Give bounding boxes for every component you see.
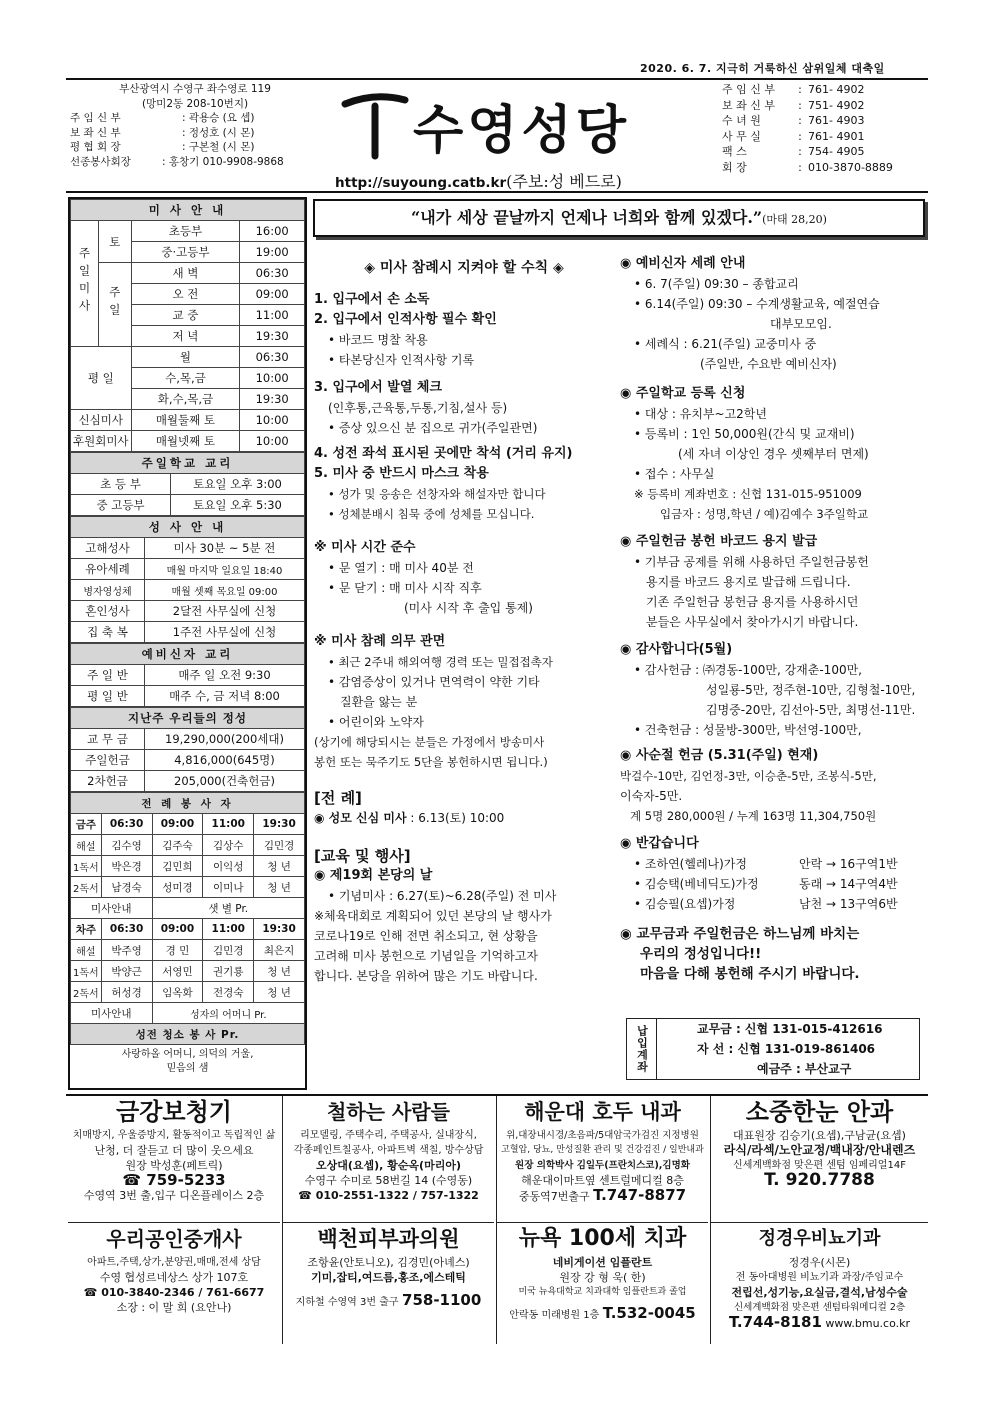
staff-row: 평 협 회 장 : 구본철 (시 몬) [70, 141, 255, 153]
parish-logo [335, 86, 705, 192]
phone-row: 팩 스 : 754- 4905 [722, 145, 865, 158]
mass-rules-column: ◈ 미사 참례시 지켜야 할 수칙 ◈ 1. 입구에서 손 소독 2. 입구에서 인적사항 필수 확인 • 바코드 명찰 착용 • 타본당신자 인적사항 기록 3. 입구에서 발열 체크 (인후통,근육통,두통,기침,설사 등) • 증상 있으신 분 집으로 귀가(주일관면) 4. 성전 좌석 표시된 곳에만 착석 (거리 유지) 5. 미사 중 반드시 마스크 착용 • 성가 및 응송은 선창자와 해설자만 합니다 • 성체분배시 침묵 중에 성체를 모십니다. ※ 미사 시간 준수 • 문 열기 : 매 미사 40분 전 • 문 닫기 : 매 미사 시작 직후 (미사 시작 후 출입 통제) ※ 미사 참례 의무 관면 • 최근 2주내 해외여행 경력 또는 밀접접촉자 • 감염증상이 있거나 면역력이 약한 기타 질환을 앓는 분 • 어린이와 노약자 (상기에 해당되시는 분들은 가정에서 방송미사 봉헌 또는 묵주기도 5단을 봉헌하시면 됩니다.) [전 례] ◉ 성모 신심 미사 : 6.13(토) 10:00 [교육 및 행사] ◉ 제19회 본당의 날 • 기념미사 : 6.27(토)~6.28(주일) 전 미사 ※체육대회로 계획되어 있던 본당의 날 행사가 코로나19로 인해 전면 취소되고, 현 상황을 고려해 미사 봉헌으로 기념일을 기억하고자 합니다. 본당을 위하여 많은 기도 바랍니다. [314, 258, 614, 986]
rules-title: ◈ 미사 참례시 지켜야 할 수칙 ◈ [364, 260, 564, 276]
address-line-1: 부산광역시 수영구 좌수영로 119 [119, 83, 271, 95]
sunday-school-table: 주일학교 교리 초 등 부 토요일 오후 3:00 중 고등부 토요일 오후 5:30 [70, 452, 305, 516]
date-line: 2020. 6. 7. 지극히 거룩하신 삼위일체 대축일 [640, 62, 885, 75]
ad-real-estate: 우리공인중개사 아파트,주택,상가,분양권,매매,전세 상담 수영 협성르네상스 상가 107호 ☎ 010-3840-2346 / 761-6677 소장 : 이 말 희 (요안나) [68, 1222, 280, 1344]
parish-address-block [70, 82, 320, 169]
address-line-2: (망미2동 208-10번지) [141, 97, 249, 110]
ad-internal-medicine: 해운대 호두 내과 위,대장내시경/초음파/5대암국가검진 지정병원 고혈압, 당뇨, 만성질환 관리 및 건강검진 / 일반내과 원장 의학박사 김일두(프란치스코),김명화 해운대이마트옆 센트럴메디컬 8층 중동역7번출구 T.747-8877 [496, 1096, 708, 1222]
phone-row: 보 좌 신 부 : 751- 4902 [722, 98, 865, 112]
ad-eye-clinic: 소중한눈 안과 대표원장 김승기(요셉),구남균(요셉) 라식/라섹/노안교정/백내장/안내렌즈 신세계백화점 맞은편 센텀 임페리얼14F T. 920.7788 [710, 1096, 928, 1222]
parish-website[interactable]: http://suyoung.catb.kr(주보:성 베드로) [335, 172, 622, 191]
scripture-quote: “내가 세상 끝날까지 언제나 너희와 함께 있겠다.”(마태 28,20) [313, 199, 925, 237]
patron-saint: (주보:성 베드로) [506, 172, 622, 191]
phone-row: 수 녀 원 : 761- 4903 [722, 114, 865, 127]
account-label: 납입계좌 [627, 1019, 657, 1079]
mass-title: 미 사 안 내 [71, 200, 305, 221]
staff-row: 보 좌 신 부 : 정성호 (시 몬) [70, 126, 255, 139]
phone-row: 주 임 신 부 : 761- 4902 [722, 83, 865, 96]
parish-logo-mark [335, 86, 705, 166]
welcome-row: • 김승필(요셉)가정 남천 → 13구역6반 [634, 897, 898, 911]
ad-urology: 정경우비뇨기과 정경우(시몬) 전 동아대병원 비뇨기과 과장/주임교수 전립선,성기능,요실금,결석,남성수술 신세계백화점 맞은편 센텀타워메디컬 2층 T.744-8181 www.bmu.co.kr [710, 1222, 928, 1344]
sunday-label: 주일 [99, 263, 131, 347]
welcome-row: • 조하연(헬레나)가정 안락 → 16구역1반 [634, 857, 898, 871]
header-bottom-rule [66, 191, 928, 193]
header-top-rule [66, 78, 928, 80]
liturgy-section-title: [전 례] [314, 789, 362, 807]
mass-schedule-table: 미 사 안 내 주일미사 토 초등부 16:00 중·고등부 19:00 주일 새 벽 06:30 오 전 09:00 교 중 11:00 저 녁 19:30 평 일 월 06:30 수,목,금 10:00 화,수,목,금 19:30 신심미사 매월둘째 토 10:00 후원회미사 매월넷째 토 10:00 [70, 199, 305, 452]
ad-dermatology: 백천피부과의원 조항윤(안토니오), 김경민(아녜스) 기미,잡티,여드름,홍조,에스테틱 지하철 수영역 3번 출구 758-1100 [282, 1222, 494, 1344]
weekday-mass-label: 평 일 [71, 347, 132, 410]
cleaning-note: 사랑하올 어머니, 의덕의 거울, 믿음의 샘 [121, 1049, 254, 1074]
catechumen-table: 예비신자 교리 주 일 반 매주 일 오전 9:30 평 일 반 매주 수, 금 저녁 8:00 [70, 643, 305, 707]
phone-directory [722, 82, 928, 175]
events-section-title: [교육 및 행사] [314, 847, 411, 865]
offerings-table: 지난주 우리들의 정성 교 무 금 19,290,000(200세대) 주일헌금 4,816,000(645명) 2차헌금 205,000(건축헌금) [70, 707, 305, 792]
ad-dental-clinic: 뉴욕 100세 치과 네비게이션 임플란트 원장 강 형 욱( 한) 미국 뉴욕대학교 치과대학 임플란트과 졸업 안락동 미래병원 1층 T.532-0045 [496, 1222, 708, 1344]
ad-hearing-aid: 금강보청기 치매방지, 우울증방지, 활동적이고 독립적인 삶 난청, 더 잘듣고 더 많이 웃으세요 원장 박성훈(페트릭) ☎ 759-5233 수영역 3번 출,입구 디온플레이스 2층 [72, 1098, 276, 1202]
schedule-column [68, 197, 307, 1090]
sacraments-table: 성 사 안 내 고해성사 미사 30분 ~ 5분 전 유아세례 매월 마지막 일요일 18:40 병자영성체 매월 셋째 목요일 09:00 혼인성사 2달전 사무실에 신청 집 축 복 1주전 사무실에 신청 [70, 516, 305, 643]
sunday-mass-label: 주일미사 [71, 221, 99, 347]
phone-row: 사 무 실 : 761- 4901 [722, 129, 865, 143]
ad-interior: 철하는 사람들 리모델링, 주택수리, 주택공사, 실내장식, 각종페인트칠공사, 아파트벽 색칠, 방수상담 오상대(요셉), 황순옥(마리아) 수영구 수미로 58번길 14 (수영동) ☎ 010-2551-1322 / 757-1322 [282, 1096, 494, 1222]
account-box: 납입계좌 교무금 : 신협 131-015-412616 자 선 : 신협 131-019-861406 예금주 : 부산교구 [626, 1018, 920, 1080]
phone-row: 회 장 : 010-3870-8889 [722, 160, 893, 174]
parish-name-text: 수영성당 [413, 101, 630, 161]
welcome-row: • 김승택(베네딕도)가정 동래 → 14구역4반 [634, 877, 898, 891]
announcements-column: ◉ 예비신자 세례 안내 • 6. 7(주일) 09:30 – 종합교리 • 6.14(주일) 09:30 – 수계생활교육, 예절연습 대부모모임. • 세례식 : 6.21(주일) 교중미사 중 (주일반, 수요반 예비신자) ◉ 주일학교 등록 신청 • 대상 : 유치부~고2학년 • 등록비 : 1인 50,000원(간식 및 교재비) (세 자녀 이상인 경우 셋째부터 면제) • 접수 : 사무실 ※ 등록비 계좌번호 : 신협 131-015-951009 입금자 : 성명,학년 / 예)김예수 3주일학교 ◉ 주일헌금 봉헌 바코드 용지 발급 • 기부금 공제를 위해 사용하던 주일헌금봉헌 용지를 바코드 용지로 발급해 드립니다. 기존 주일헌금 봉헌금 용지를 사용하시던 분들은 사무실에서 찾아가시기 바랍니다. ◉ 감사합니다(5월) • 감사헌금 : ㈜경동-100만, 강재춘-100만, 성일룡-5만, 정주현-10만, 김형철-10만, 김명중-20만, 김선아-5만, 최명선-11만. • 건축헌금 : 성물방-300만, 박선영-100만, ◉ 사순절 헌금 (5.31(주일) 현재) 박걸수-10만, 김언정-3만, 이승춘-5만, 조봉식-5만, 이숙자-5만. 계 5명 280,000원 / 누계 163명 11,304,750원 ◉ 반갑습니다 • 조하연(헬레나)가정 안락 → 16구역1반 • 김승택(베네딕도)가정 동래 → 14구역4반 • 김승필(요셉)가정 남천 → 13구역6반 ◉ 교무금과 주일헌금은 하느님께 바치는 우리의 정성입니다!! 마음을 다해 봉헌해 주시기 바랍니다. [620, 254, 925, 984]
liturgy-servers-table: 전 례 봉 사 자 금주 06:30 09:00 11:00 19:30 해설 김수영 김주숙 김상수 김민경 1독서 박은경 김민희 이익성 청 년 2독서 남경숙 성미경 이미나 청 년 미사안내 샛 별 Pr. 차주 06:30 09:00 11:00 19:30 해설 박주영 경 민 김민경 최은지 1독서 박양근 서영민 권기룡 청 년 2독서 허성경 임옥화 전경숙 청 년 미사안내 성자의 어머니 Pr. 성전 청소 봉 사 Pr. [70, 792, 305, 1045]
staff-row: 선종봉사회장 : 홍창기 010-9908-9868 [70, 155, 284, 168]
staff-row: 주 임 신 부 : 곽용승 (요 셉) [70, 112, 255, 124]
